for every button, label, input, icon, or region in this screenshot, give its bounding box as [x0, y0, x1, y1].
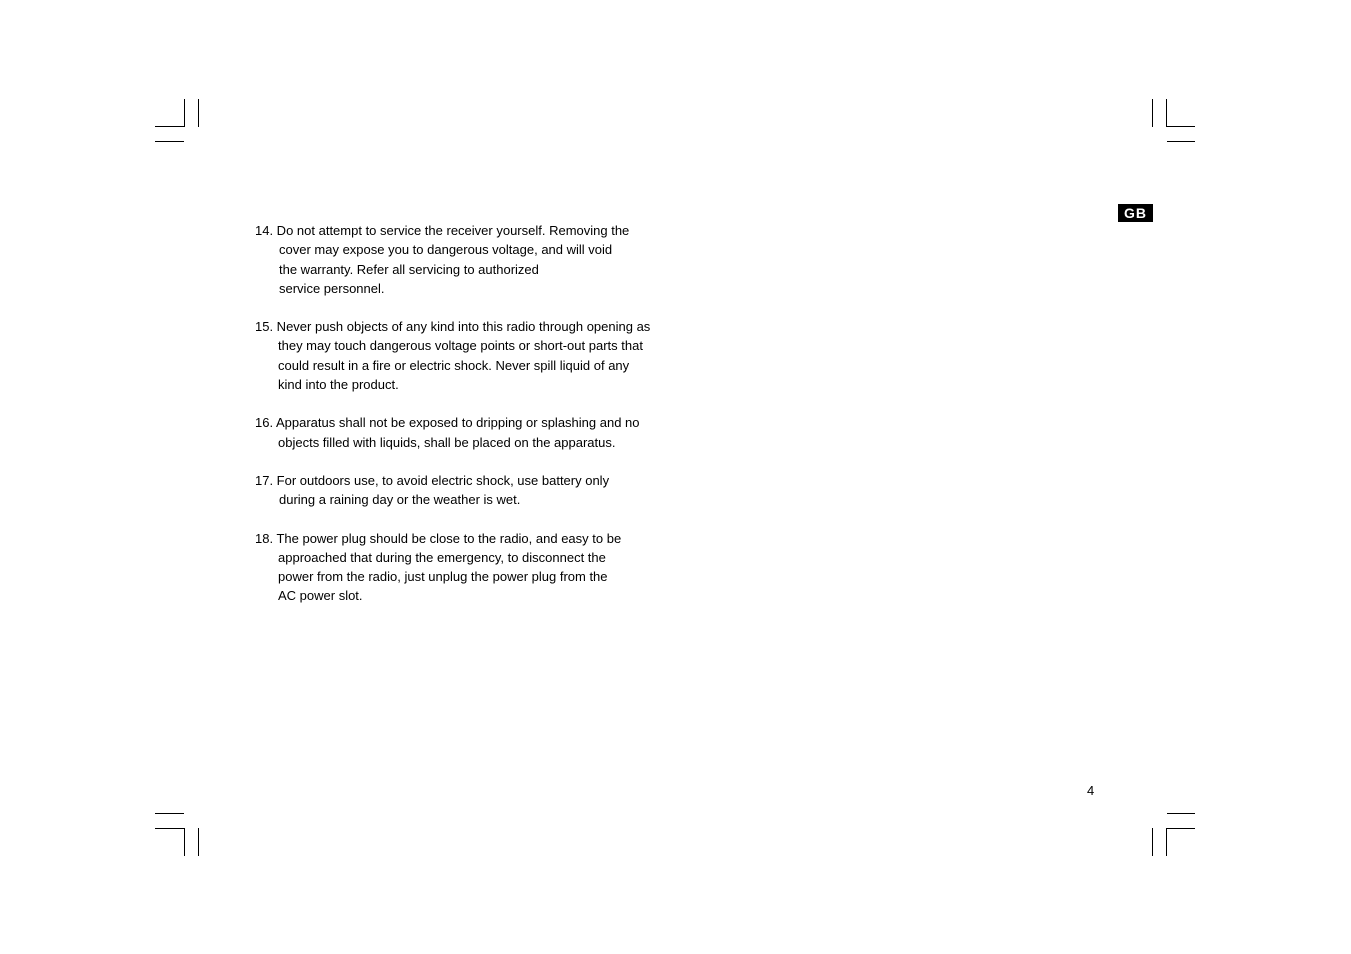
crop-mark [1166, 99, 1167, 127]
item-text-line: AC power slot. [278, 588, 363, 604]
item-text-line: 18. The power plug should be close to the radio, and easy to be [255, 530, 622, 546]
safety-instructions-list [255, 221, 675, 625]
crop-mark [184, 828, 185, 856]
item-text-line: approached that during the emergency, to disconnect the [278, 549, 606, 565]
crop-mark [155, 126, 184, 127]
crop-mark [184, 99, 185, 127]
item-text-line: kind into the product. [278, 377, 399, 393]
item-text-line: service personnel. [279, 280, 385, 296]
item-text-line: 14. Do not attempt to service the receiver yourself. Removing the [255, 223, 630, 238]
list-item [255, 471, 675, 510]
crop-mark [1167, 813, 1195, 814]
crop-mark [1167, 141, 1195, 142]
crop-mark [1167, 126, 1195, 127]
crop-mark [1166, 828, 1167, 856]
list-item [255, 529, 675, 606]
item-text-line: 15. Never push objects of any kind into this radio through opening as [255, 319, 651, 335]
page-number: 4 [1087, 783, 1095, 798]
item-text-line: cover may expose you to dangerous voltage, and will void [279, 242, 613, 258]
list-item [255, 221, 675, 298]
item-text-line: objects filled with liquids, shall be placed on the apparatus. [278, 434, 616, 450]
crop-mark [198, 99, 199, 127]
item-text-line: the warranty. Refer all servicing to authorized [279, 261, 539, 277]
crop-mark [1152, 828, 1153, 856]
crop-mark [1167, 828, 1195, 829]
crop-mark [155, 813, 184, 814]
crop-mark [155, 141, 184, 142]
crop-mark [1152, 99, 1153, 127]
item-text-line: 17. For outdoors use, to avoid electric shock, use battery only [255, 472, 610, 488]
item-text-line: 16. Apparatus shall not be exposed to dripping or splashing and no [255, 415, 640, 431]
crop-mark [155, 828, 184, 829]
list-item [255, 317, 675, 394]
item-text-line: they may touch dangerous voltage points or short-out parts that [278, 338, 643, 354]
crop-mark [198, 828, 199, 856]
item-text-line: could result in a fire or electric shock. Never spill liquid of any [278, 357, 630, 373]
language-badge: GB [1118, 204, 1153, 222]
list-item [255, 413, 675, 452]
item-text-line: during a raining day or the weather is wet. [279, 492, 521, 508]
item-text-line: power from the radio, just unplug the power plug from the [278, 569, 608, 585]
